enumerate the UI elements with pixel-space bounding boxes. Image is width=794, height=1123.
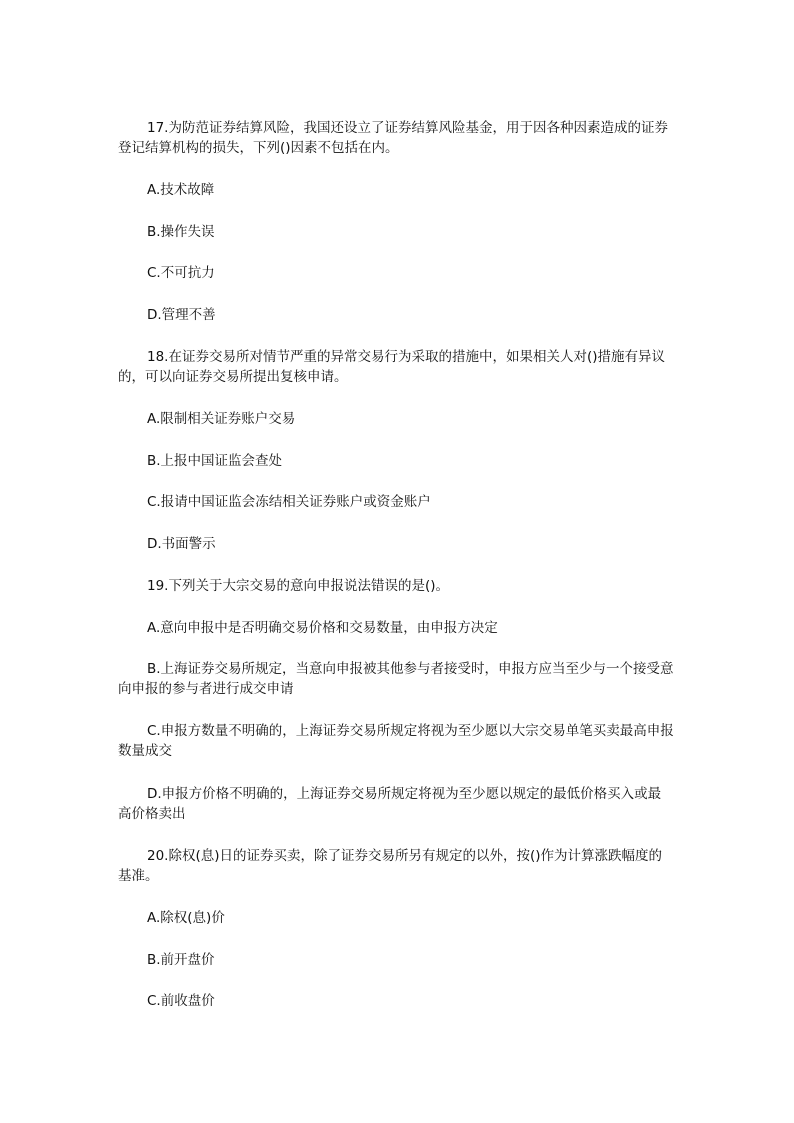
question-19-stem: 19.下列关于大宗交易的意向申报说法错误的是()。: [147, 578, 450, 594]
question-18-option-b: B.上报中国证监会查处: [147, 453, 283, 469]
question-17-option-b: B.操作失误: [147, 224, 215, 240]
question-19-option-b: B.上海证券交易所规定，当意向申报被其他参与者接受时，申报方应当至少与一个接受意向申报的参与者进行成交申请: [118, 661, 674, 697]
question-20-option-c: C.前收盘价: [147, 993, 215, 1009]
question-20-option-a: A.除权(息)价: [147, 910, 225, 926]
question-17-option-c: C.不可抗力: [147, 265, 215, 281]
question-18-option-c: C.报请中国证监会冻结相关证券账户或资金账户: [147, 494, 431, 510]
question-19-option-d: D.申报方价格不明确的，上海证券交易所规定将视为至少愿以规定的最低价格买入或最高价格卖出: [118, 786, 662, 822]
question-17-option-d: D.管理不善: [147, 307, 216, 323]
question-19-option-c: C.申报方数量不明确的，上海证券交易所规定将视为至少愿以大宗交易单笔买卖最高申报数量成交: [118, 723, 674, 759]
question-17-stem: 17.为防范证券结算风险，我国还设立了证券结算风险基金，用于因各种因素造成的证券登记结算机构的损失，下列()因素不包括在内。: [118, 120, 668, 156]
question-18-option-a: A.限制相关证券账户交易: [147, 411, 296, 427]
question-20-stem: 20.除权(息)日的证券买卖，除了证券交易所另有规定的以外，按()作为计算涨跌幅度的基准。: [118, 848, 663, 884]
question-18-option-d: D.书面警示: [147, 536, 216, 552]
question-17-option-a: A.技术故障: [147, 182, 215, 198]
question-19-option-a: A.意向申报中是否明确交易价格和交易数量，由申报方决定: [147, 620, 498, 636]
question-20-option-b: B.前开盘价: [147, 952, 215, 968]
question-18-stem: 18.在证券交易所对情节严重的异常交易行为采取的措施中，如果相关人对()措施有异议的，可以向证券交易所提出复核申请。: [118, 349, 666, 385]
